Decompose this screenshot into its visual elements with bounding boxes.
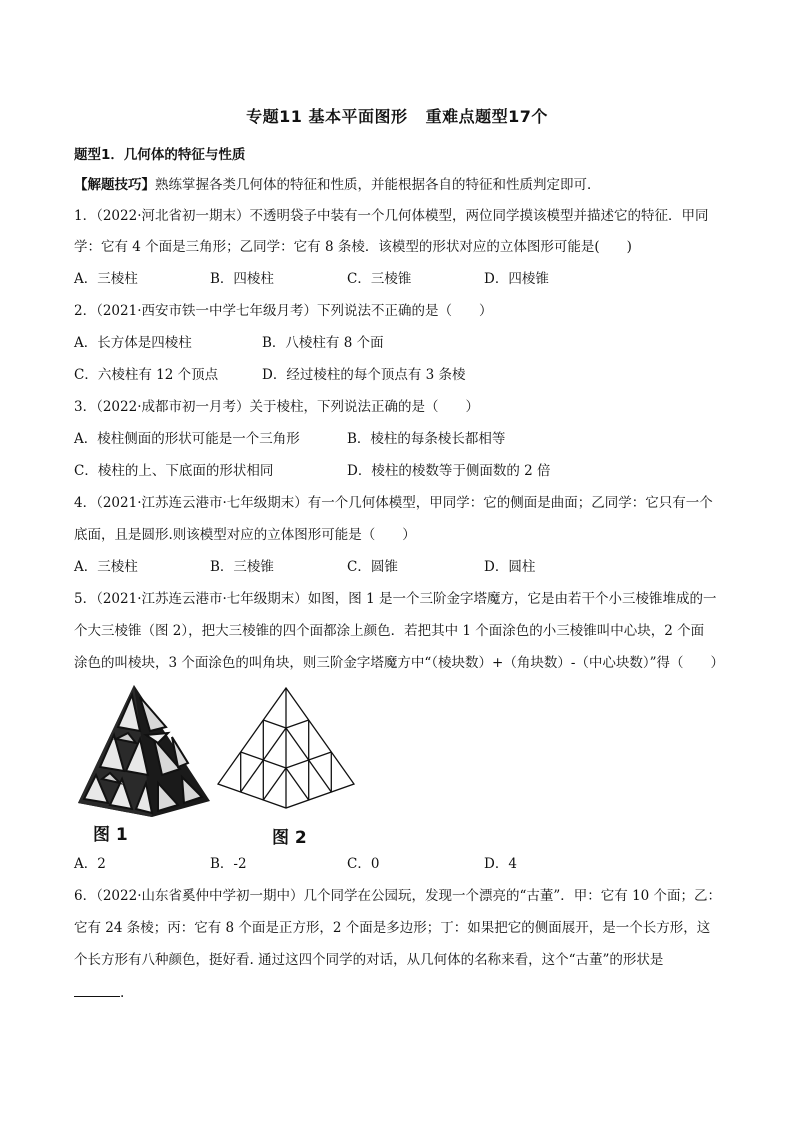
- q5-option-b: B．-2: [210, 856, 247, 872]
- q4-option-c: C．圆锥: [347, 559, 398, 575]
- page-title: [0, 104, 794, 127]
- figure-2-label: 图 2: [272, 828, 307, 848]
- q1-line-1: 1．（2022·河北省初一期末）不透明袋子中装有一个几何体模型，两位同学摸该模型并描述它的特征．甲同: [74, 208, 709, 224]
- q6-line-3: 个长方形有八种颜色，挺好看. 通过这四个同学的对话，从几何体的名称来看，这个“古董”的形状是: [74, 952, 664, 968]
- q6-answer-line: [74, 982, 124, 1002]
- figure-1-label: 图 1: [93, 825, 128, 845]
- title-main: 专题11 基本平面图形: [246, 107, 408, 126]
- q5-option-c: C．0: [347, 856, 380, 872]
- q4-option-a: A．三棱柱: [74, 559, 138, 575]
- tip-label: 【解题技巧】: [74, 177, 155, 193]
- tip-text: 熟练掌握各类几何体的特征和性质，并能根据各自的特征和性质判定即可．: [155, 177, 601, 193]
- q4-line-1: 4．（2021·江苏连云港市·七年级期末）有一个几何体模型，甲同学：它的侧面是曲面；乙同学：它只有一个: [74, 495, 713, 511]
- q4-option-b: B．三棱锥: [210, 559, 274, 575]
- q1-option-a: A．三棱柱: [74, 271, 138, 287]
- q4-option-d: D．圆柱: [484, 559, 536, 575]
- q3-line-1: 3．（2022·成都市初一月考）关于棱柱，下列说法正确的是（ ）: [74, 399, 479, 415]
- q2-option-a: A．长方体是四棱柱: [74, 335, 192, 351]
- tetrahedron-figure-2: [216, 686, 356, 811]
- q5-line-1: 5．（2021·江苏连云港市·七年级期末）如图，图 1 是一个三阶金字塔魔方，它是由若干个小三棱锥堆成的一: [74, 591, 717, 607]
- q1-option-d: D．四棱锥: [484, 271, 549, 287]
- q6-line-2: 它有 24 条棱；丙：它有 8 个面是正方形，2 个面是多边形；丁：如果把它的侧面展开，是一个长方形，这: [74, 920, 711, 936]
- q1-option-c: C．三棱锥: [347, 271, 412, 287]
- q4-line-2: 底面，且是圆形.则该模型对应的立体图形可能是（ ）: [74, 527, 416, 543]
- title-sub: 重难点题型17个: [425, 107, 548, 126]
- q2-option-b: B．八棱柱有 8 个面: [262, 335, 384, 351]
- q3-option-a: A．棱柱侧面的形状可能是一个三角形: [74, 431, 300, 447]
- q3-option-b: B．棱柱的每条棱长都相等: [347, 431, 506, 447]
- q5-option-a: A．2: [74, 856, 106, 872]
- q1-option-b: B．四棱柱: [210, 271, 274, 287]
- q1-line-2: 学：它有 4 个面是三角形；乙同学：它有 8 条棱．该模型的形状对应的立体图形可能是( ): [74, 239, 632, 255]
- q2-line-1: 2．（2021·西安市铁一中学七年级月考）下列说法不正确的是（ ）: [74, 303, 493, 319]
- q6-line-1: 6．（2022·山东省奚仲中学初一期中）几个同学在公园玩，发现一个漂亮的“古董”．甲：它有 10 个面；乙：: [74, 888, 722, 904]
- q5-line-2: 个大三棱锥（图 2），把大三棱锥的四个面都涂上颜色．若把其中 1 个面涂色的小三棱锥叫中心块，2 个面: [74, 623, 705, 639]
- q5-line-3: 涂色的叫棱块，3 个面涂色的叫角块，则三阶金字塔魔方中“（棱块数）+（角块数）-（中心块数）”得（ ）: [74, 655, 725, 671]
- q5-option-d: D．4: [484, 856, 517, 872]
- q2-option-c: C．六棱柱有 12 个顶点: [74, 367, 219, 383]
- tip-paragraph: [74, 176, 601, 194]
- q6-line-4-end: .: [120, 985, 125, 1001]
- q3-option-d: D．棱柱的棱数等于侧面数的 2 倍: [347, 463, 551, 479]
- q6-answer-blank[interactable]: [74, 982, 120, 997]
- pyramid-puzzle-figure-1: [74, 683, 214, 818]
- q2-option-d: D．经过棱柱的每个顶点有 3 条棱: [262, 367, 466, 383]
- q3-option-c: C．棱柱的上、下底面的形状相同: [74, 463, 274, 479]
- section-heading: 题型1．几何体的特征与性质: [74, 147, 246, 163]
